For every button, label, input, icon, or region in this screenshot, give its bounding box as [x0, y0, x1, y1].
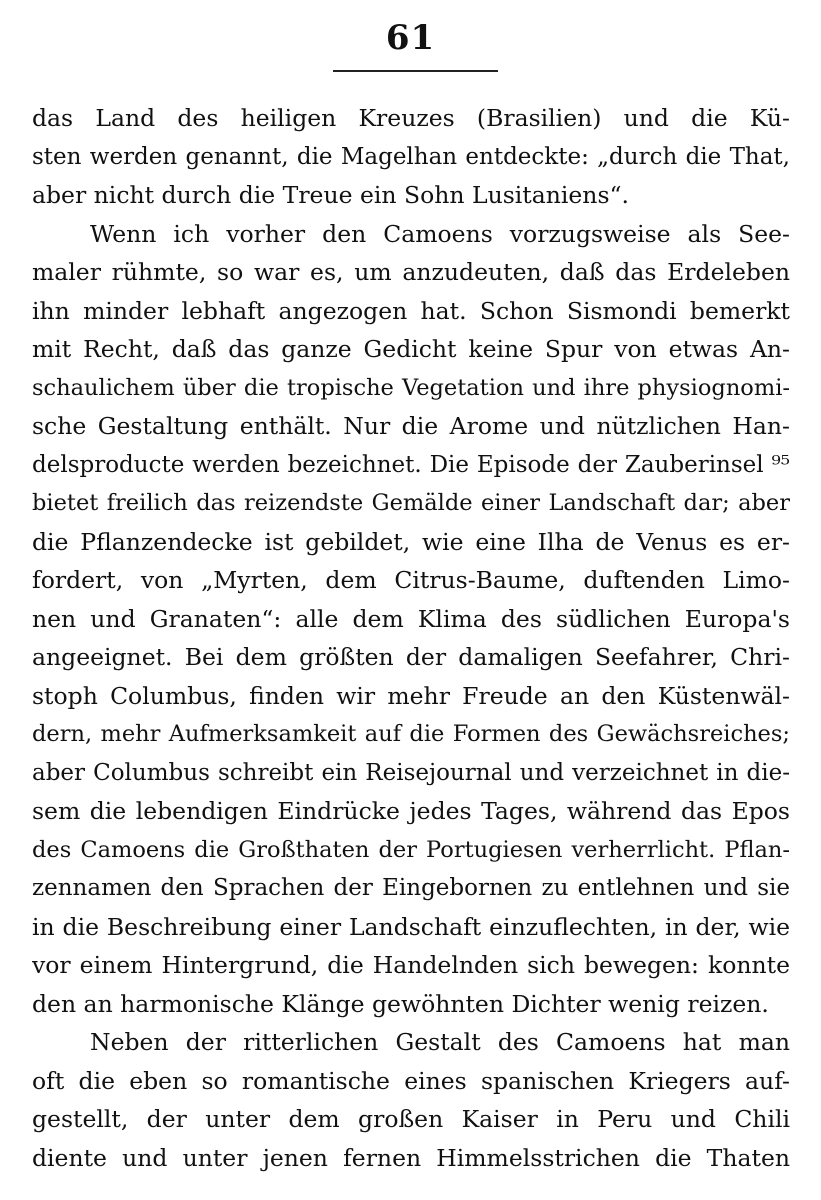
text-line: Wenn ich vorher den Camoens vorzugsweise als See- — [90, 219, 790, 248]
text-line: des Camoens die Großthaten der Portugiesen verherrlicht. Pflan- — [32, 836, 790, 863]
text-line: ihn minder lebhaft angezogen hat. Schon Sismondi bemerkt — [32, 296, 790, 325]
paragraph-2 — [32, 215, 790, 1024]
text-line: delsproducte werden bezeichnet. Die Episode der Zauberinsel ⁹⁵ — [32, 451, 790, 478]
page-number: 61 — [385, 18, 436, 58]
text-line: nen und Granaten“: alle dem Klima des südlichen Europa's — [32, 604, 790, 633]
text-line: fordert, von „Myrten, dem Citrus-Baume, duftenden Limo- — [32, 566, 790, 594]
text-line: den an harmonische Klänge gewöhnten Dichter wenig reizen. — [32, 989, 769, 1018]
text-line: gestellt, der unter dem großen Kaiser in Peru und Chili — [32, 1105, 790, 1133]
paragraph-3 — [32, 1023, 790, 1177]
paragraph-1 — [32, 99, 790, 215]
text-line: sche Gestaltung enthält. Nur die Arome und nützlichen Han- — [32, 412, 790, 440]
text-line: sem die lebendigen Eindrücke jedes Tages, während das Epos — [32, 797, 790, 825]
text-line: Neben der ritterlichen Gestalt des Camoens hat man — [90, 1028, 790, 1056]
text-line: das Land des heiligen Kreuzes (Brasilien) und die Kü- — [32, 104, 790, 132]
text-line: dern, mehr Aufmerksamkeit auf die Formen des Gewächsreiches; — [32, 721, 790, 747]
text-line: maler rühmte, so war es, um anzudeuten, daß das Erdeleben — [32, 258, 790, 286]
text-line: oft die eben so romantische eines spanischen Kriegers auf- — [32, 1066, 790, 1095]
text-line: stoph Columbus, finden wir mehr Freude an den Küstenwäl- — [32, 681, 790, 710]
text-line: angeeignet. Bei dem größten der damaligen Seefahrer, Chri- — [32, 643, 790, 671]
text-line: mit Recht, daß das ganze Gedicht keine Spur von etwas An- — [32, 335, 790, 363]
text-line: in die Beschreibung einer Landschaft einzuflechten, in der, wie — [32, 912, 790, 941]
header-rule — [333, 70, 498, 72]
text-line: bietet freilich das reizendste Gemälde einer Landschaft dar; aber — [32, 490, 790, 516]
text-line: sten werden genannt, die Magelhan entdeckte: „durch die That, — [32, 143, 790, 170]
text-line: schaulichem über die tropische Vegetation und ihre physiognomi- — [32, 374, 790, 401]
text-line: vor einem Hintergrund, die Handelnden sich bewegen: konnte — [32, 951, 790, 979]
text-line: zennamen den Sprachen der Eingebornen zu entlehnen und sie — [32, 875, 790, 901]
text-line: die Pflanzendecke ist gebildet, wie eine Ilha de Venus es er- — [32, 527, 790, 556]
text-line: aber nicht durch die Treue ein Sohn Lusitaniens“. — [32, 181, 629, 209]
text-line: aber Columbus schreibt ein Reisejournal und verzeichnet in die- — [32, 759, 790, 786]
body-text — [32, 99, 790, 1177]
text-line: diente und unter jenen fernen Himmelsstrichen die Thaten — [32, 1143, 790, 1172]
